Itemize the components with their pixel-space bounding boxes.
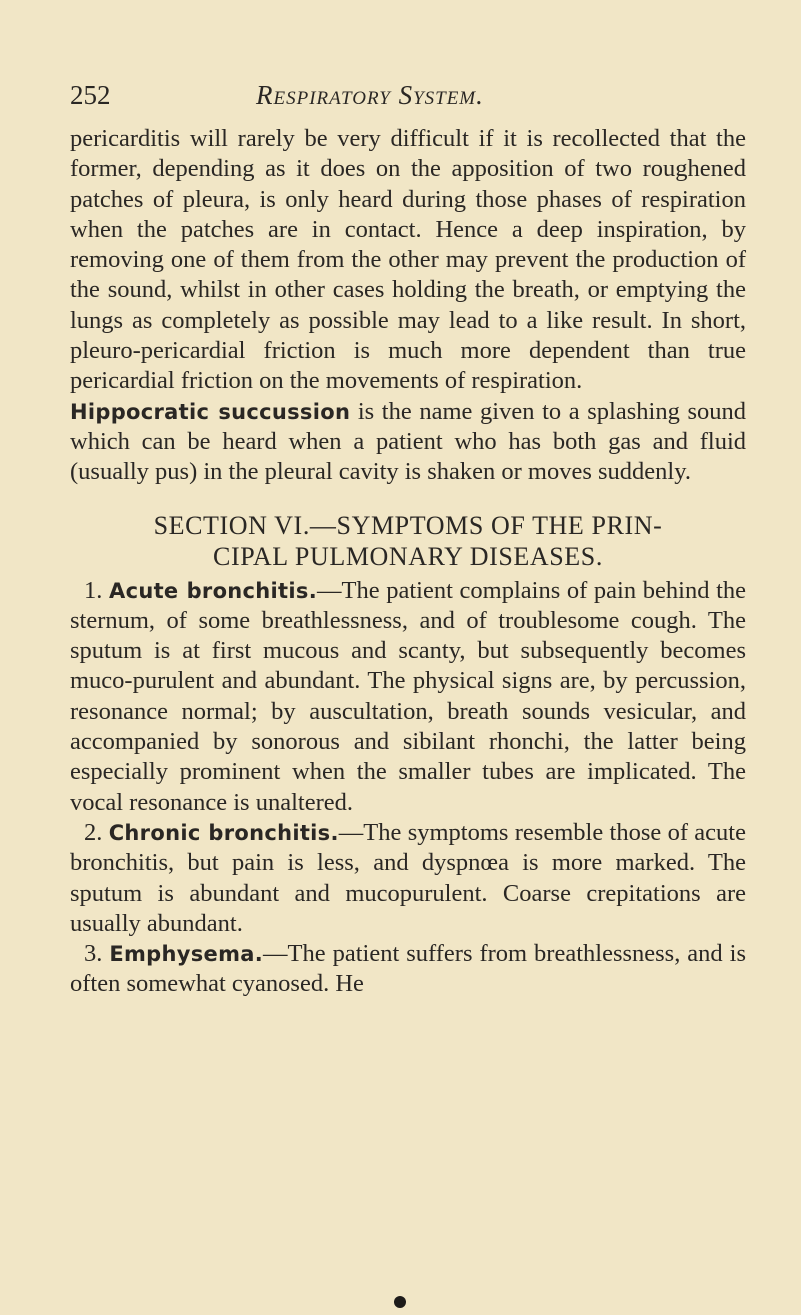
term-hippocratic-succussion: Hippocratic succussion (70, 399, 351, 424)
succussion-text: is the name given to a splashing sound which can be heard when a patient who has both gas and fluid (usually pus) in the pleural cavity is shaken or moves suddenly. (70, 397, 746, 486)
item-number: 1. (84, 576, 103, 604)
page-number: 252 (70, 80, 111, 110)
item-text: —The symptoms resemble those of acute bronchitis, but pain is less, and dyspnœa is more marked. The sputum is abundant and mucopurulent. Coarse crepitations are usually abundant. (70, 818, 746, 937)
item-text: —The patient complains of pain behind the sternum, of some breathlessness, and of troublesome cough. The sputum is at first mucous and scanty, but subsequently becomes muco-purulent and abundant. The physical signs are, by percussion, resonance normal; by auscultation, breath sounds vesicular, and accompanied by sonorous and sibilant rhonchi, the latter being especially prominent when the smaller tubes are implicated. The vocal resonance is unaltered. (70, 576, 747, 816)
paragraph-pericarditis: pericarditis will rarely be very difficult if it is recollected that the former, depending as it does on the apposition of two roughened patches of pleura, is only heard during those phases of respiration when the patches are in contact. Hence a deep inspiration, by removing one of them from the other may prevent the production of the sound, whilst in other cases holding the breath, or emptying the lungs as completely as possible may lead to a like result. In short, pleuro-pericardial friction is much more dependent than true pericardial friction on the movements of respiration. (70, 125, 746, 395)
section-heading (70, 510, 746, 572)
item-number: 3. (84, 940, 103, 968)
paragraph-succussion (70, 397, 746, 488)
running-title: Respiratory System. (256, 80, 484, 110)
term-acute-bronchitis: Acute bronchitis. (109, 578, 317, 603)
term-emphysema: Emphysema. (109, 942, 264, 967)
section-heading-line-2: CIPAL PULMONARY DISEASES. (213, 541, 603, 571)
item-acute-bronchitis (70, 576, 746, 818)
item-chronic-bronchitis (70, 818, 746, 939)
page-header (70, 80, 745, 116)
item-text: —The patient suffers from breathlessness, and is often somewhat cyanosed. He (70, 940, 747, 998)
item-emphysema (70, 939, 746, 1000)
term-chronic-bronchitis: Chronic bronchitis. (108, 820, 339, 845)
body-text (70, 124, 746, 1000)
section-heading-line-1: SECTION VI.—SYMPTOMS OF THE PRIN- (153, 510, 663, 540)
item-number: 2. (84, 818, 103, 846)
ink-blot (394, 1296, 406, 1308)
